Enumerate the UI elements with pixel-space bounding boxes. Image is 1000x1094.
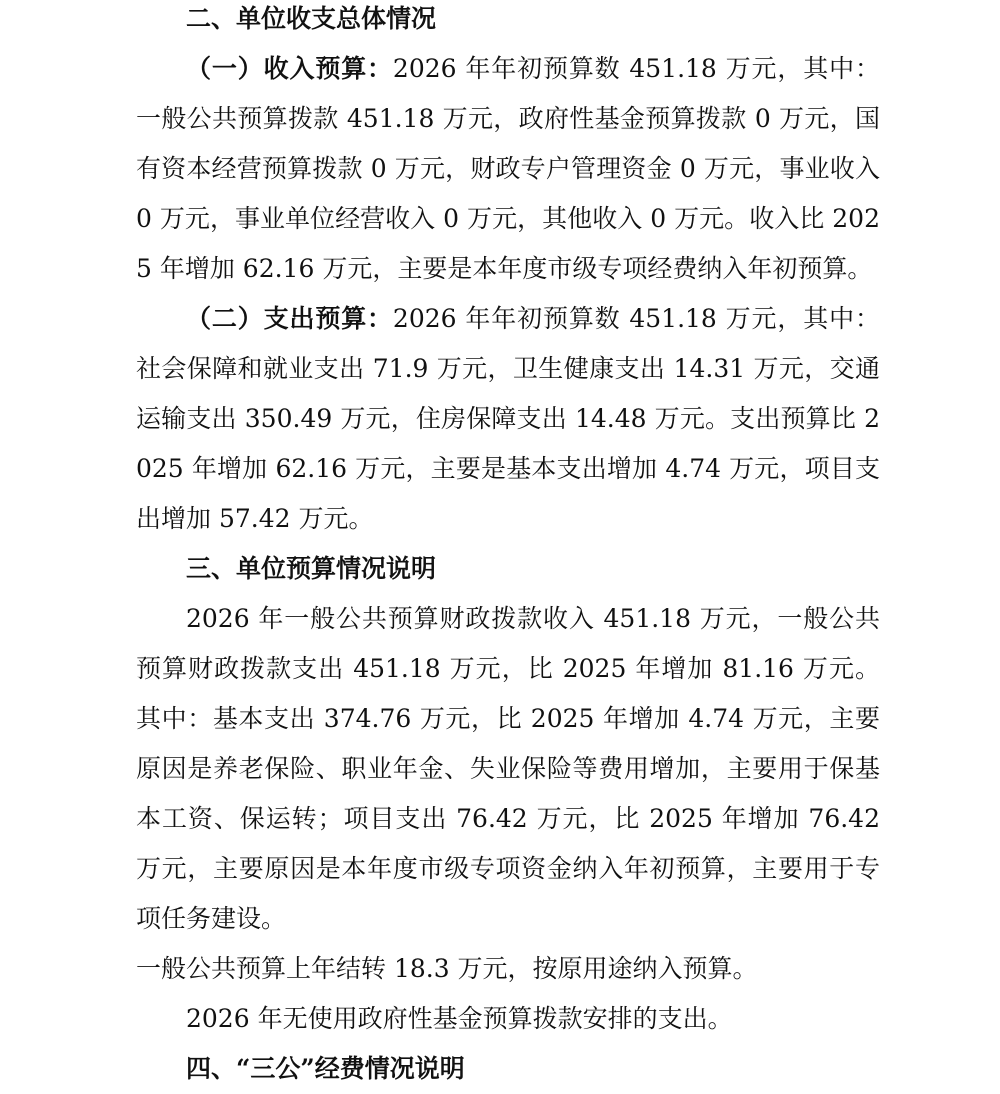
- expense-budget-lead: （二）支出预算：: [186, 304, 393, 333]
- expense-budget-text: 2026 年年初预算数 451.18 万元，其中：社会保障和就业支出 71.9 万元，卫生健康支出 14.31 万元，交通运输支出 350.49 万元，住房保障支出 14.48 万元。支出预算比 2025 年增加 62.16 万元，主要是基本支出增加 4.74 万元，项目支出增加 57.42 万元。: [136, 304, 880, 533]
- income-budget-lead: （一）收入预算：: [186, 54, 393, 83]
- income-budget-paragraph: [136, 44, 880, 294]
- budget-paragraph-2: 一般公共预算上年结转 18.3 万元，按原用途纳入预算。: [136, 954, 758, 983]
- expense-budget-paragraph: [136, 294, 880, 544]
- section-heading-three-public: 四、“三公”经费情况说明: [186, 1054, 465, 1083]
- income-budget-text: 2026 年年初预算数 451.18 万元，其中：一般公共预算拨款 451.18 万元，政府性基金预算拨款 0 万元，国有资本经营预算拨款 0 万元，财政专户管理资金 0 万元，事业收入 0 万元，事业单位经营收入 0 万元，其他收入 0 万元。收入比 2025 年增加 62.16 万元，主要是本年度市级专项经费纳入年初预算。: [136, 54, 880, 283]
- budget-paragraph-1: 2026 年一般公共预算财政拨款收入 451.18 万元，一般公共预算财政拨款支出 451.18 万元，比 2025 年增加 81.16 万元。其中：基本支出 374.76 万元，比 2025 年增加 4.74 万元，主要原因是养老保险、职业年金、失业保险等费用增加，主要用于保基本工资、保运转；项目支出 76.42 万元，比 2025 年增加 76.42 万元，主要原因是本年度市级专项资金纳入年初预算，主要用于专项任务建设。: [136, 604, 880, 933]
- section-heading-overall: 二、单位收支总体情况: [186, 4, 437, 33]
- section-heading-budget: 三、单位预算情况说明: [186, 554, 437, 583]
- document-page: [136, 0, 880, 1094]
- budget-paragraph-3: 2026 年无使用政府性基金预算拨款安排的支出。: [186, 1004, 733, 1033]
